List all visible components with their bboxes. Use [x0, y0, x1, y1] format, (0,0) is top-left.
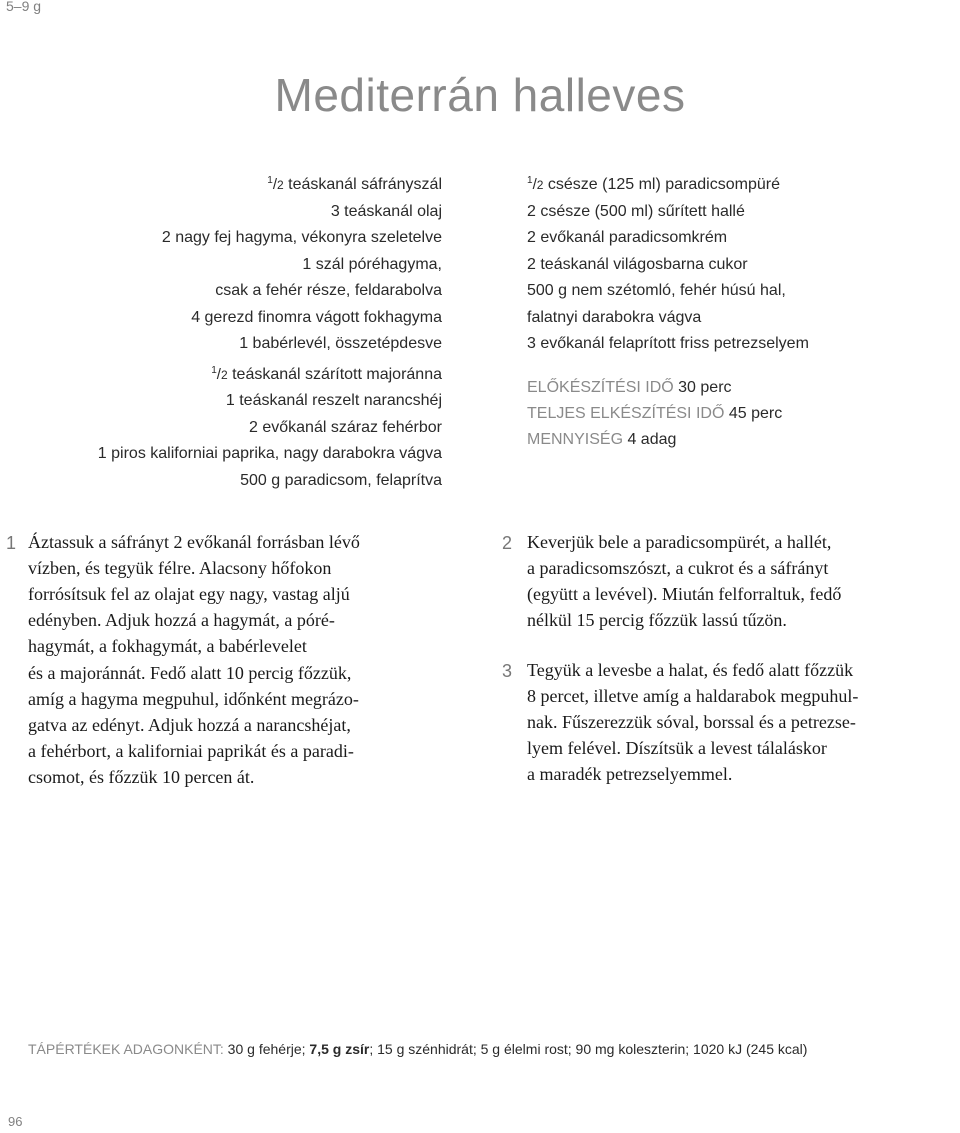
ingredient-line	[0, 168, 442, 199]
step-text-line: Keverjük bele a paradicsompürét, a hallét,	[527, 532, 832, 552]
ingredient-list-left	[0, 168, 442, 494]
ingredient-text: 2 csésze (500 ml) sűrített hallé	[527, 202, 745, 220]
ingredient-line	[527, 199, 947, 226]
ingredient-text: 3 teáskanál olaj	[330, 202, 442, 220]
step-text-line: és a majoránnát. Fedő alatt 10 percig főzzük,	[28, 662, 352, 683]
prep-time	[527, 375, 947, 401]
step-number: 3	[502, 661, 513, 681]
total-time	[527, 401, 947, 427]
ingredient-line	[527, 225, 947, 252]
prep-time-value: 30 perc	[673, 379, 732, 396]
fraction-slash: /	[532, 176, 537, 193]
yield	[527, 427, 947, 453]
fraction-numerator: 1	[211, 364, 217, 376]
ingredient-text: 500 g paradicsom, felaprítva	[240, 471, 442, 489]
step-text-line: a paradicsomszószt, a cukrot és a sáfrányt	[527, 558, 829, 579]
step-text-line: lyem felével. Díszítsük a levest tálaláskor	[527, 738, 827, 759]
fraction-slash: /	[216, 365, 221, 383]
total-time-value: 45 perc	[724, 405, 783, 422]
step-text-line: (együtt a levével). Miután felforraltuk, fedő	[527, 584, 842, 605]
ingredient-line	[0, 331, 442, 358]
fraction-denominator: 2	[220, 367, 228, 382]
yield-label: MENNYISÉG	[527, 431, 624, 448]
nutrition-fat: 7,5 g zsír	[309, 1041, 370, 1057]
total-time-label: TELJES ELKÉSZÍTÉSI IDŐ	[527, 405, 725, 422]
ingredient-text: 2 evőkanál paradicsomkrém	[527, 229, 728, 246]
step-number: 2	[502, 533, 513, 553]
ingredient-line	[0, 468, 442, 495]
nutrition-info	[28, 1041, 807, 1057]
ingredient-text: 500 g nem szétomló, fehér húsú hal,	[527, 282, 786, 299]
nutrition-label: TÁPÉRTÉKEK ADAGONKÉNT:	[28, 1041, 224, 1057]
ingredient-text: teáskanál sáfrányszál	[283, 176, 442, 193]
ingredient-line	[527, 305, 947, 332]
fraction	[267, 176, 283, 193]
fraction-numerator: 1	[527, 175, 533, 186]
nutrition-rest: ; 15 g szénhidrát; 5 g élelmi rost; 90 mg koleszterin; 1020 kJ (245 kcal)	[369, 1041, 808, 1057]
ingredient-text: 2 nagy fej hagyma, vékonyra szeletelve	[161, 229, 442, 246]
step-text-line: hagymát, a fokhagymát, a babérlevelet	[28, 636, 307, 657]
ingredient-line	[527, 252, 947, 279]
ingredient-text: 2 evőkanál száraz fehérbor	[249, 418, 442, 436]
fraction	[211, 366, 227, 383]
ingredient-text: 1 babérlevél, összetépdesve	[239, 335, 442, 352]
fraction-slash: /	[272, 176, 277, 193]
ingredient-line	[0, 225, 442, 252]
step-text-line: Tegyük a levesbe a halat, és fedő alatt főzzük	[527, 660, 854, 680]
ingredient-text: 3 evőkanál felaprított friss petrezselyem	[527, 335, 809, 352]
page-header-label: 5–9 g	[6, 0, 42, 14]
ingredient-line	[0, 358, 442, 389]
step-text-line: csomot, és főzzük 10 percen át.	[28, 766, 255, 787]
step-text-line: a fehérbort, a kaliforniai paprikát és a paradi-	[28, 740, 354, 761]
page-number: 96	[8, 1114, 23, 1129]
fraction-numerator: 1	[267, 175, 273, 186]
step-text-line: nélkül 15 percig főzzük lassú tűzön.	[527, 610, 787, 631]
ingredient-text: teáskanál szárított majoránna	[227, 365, 442, 383]
step-number: 1	[6, 533, 17, 553]
fraction-denominator: 2	[277, 178, 284, 192]
ingredient-line	[527, 331, 947, 358]
step-text-line: amíg a hagyma megpuhul, időnként megrázo-	[28, 688, 359, 709]
step-text-line: a maradék petrezselyemmel.	[527, 764, 733, 785]
ingredient-text: 1 piros kaliforniai paprika, nagy darabokra vágva	[97, 445, 442, 462]
step-text-line: vízben, és tegyük félre. Alacsony hőfokon	[28, 558, 332, 579]
nutrition-protein: 30 g fehérje;	[223, 1041, 310, 1057]
yield-value: 4 adag	[623, 431, 677, 448]
ingredient-line	[0, 441, 442, 468]
fraction	[527, 176, 543, 193]
recipe-title: Mediterrán halleves	[274, 69, 686, 121]
ingredient-text: falatnyi darabokra vágva	[527, 308, 702, 326]
ingredient-line	[0, 199, 442, 226]
step-text-line: forrósítsuk fel az olajat egy nagy, vastag aljú	[28, 584, 350, 605]
ingredient-text: 4 gerezd finomra vágott fokhagyma	[191, 308, 442, 326]
ingredient-line	[527, 278, 947, 305]
fraction-denominator: 2	[536, 178, 544, 192]
ingredient-line	[527, 168, 947, 199]
ingredient-line	[0, 278, 442, 305]
ingredient-line	[0, 305, 442, 332]
step-text-line: edényben. Adjuk hozzá a hagymát, a póré-	[28, 610, 335, 631]
step-text-line: Áztassuk a sáfrányt 2 evőkanál forrásban lévő	[28, 532, 360, 552]
step-text-line: nak. Fűszerezzük sóval, borssal és a petrezse-	[527, 712, 856, 733]
ingredient-line	[0, 415, 442, 442]
prep-time-label: ELŐKÉSZÍTÉSI IDŐ	[527, 379, 674, 396]
step-text-line: gatva az edényt. Adjuk hozzá a narancshéjat,	[28, 714, 351, 735]
ingredient-list-right	[527, 168, 947, 358]
ingredient-text: 2 teáskanál világosbarna cukor	[527, 255, 748, 273]
ingredient-text: 1 teáskanál reszelt narancshéj	[225, 392, 442, 409]
ingredient-text: csak a fehér része, feldarabolva	[215, 282, 442, 299]
ingredient-line	[0, 252, 442, 279]
ingredient-text: 1 szál póréhagyma,	[302, 255, 442, 273]
step-text-line: 8 percet, illetve amíg a haldarabok megpuhul-	[527, 686, 859, 707]
ingredient-text: csésze (125 ml) paradicsompüré	[543, 176, 780, 193]
ingredient-line	[0, 388, 442, 415]
